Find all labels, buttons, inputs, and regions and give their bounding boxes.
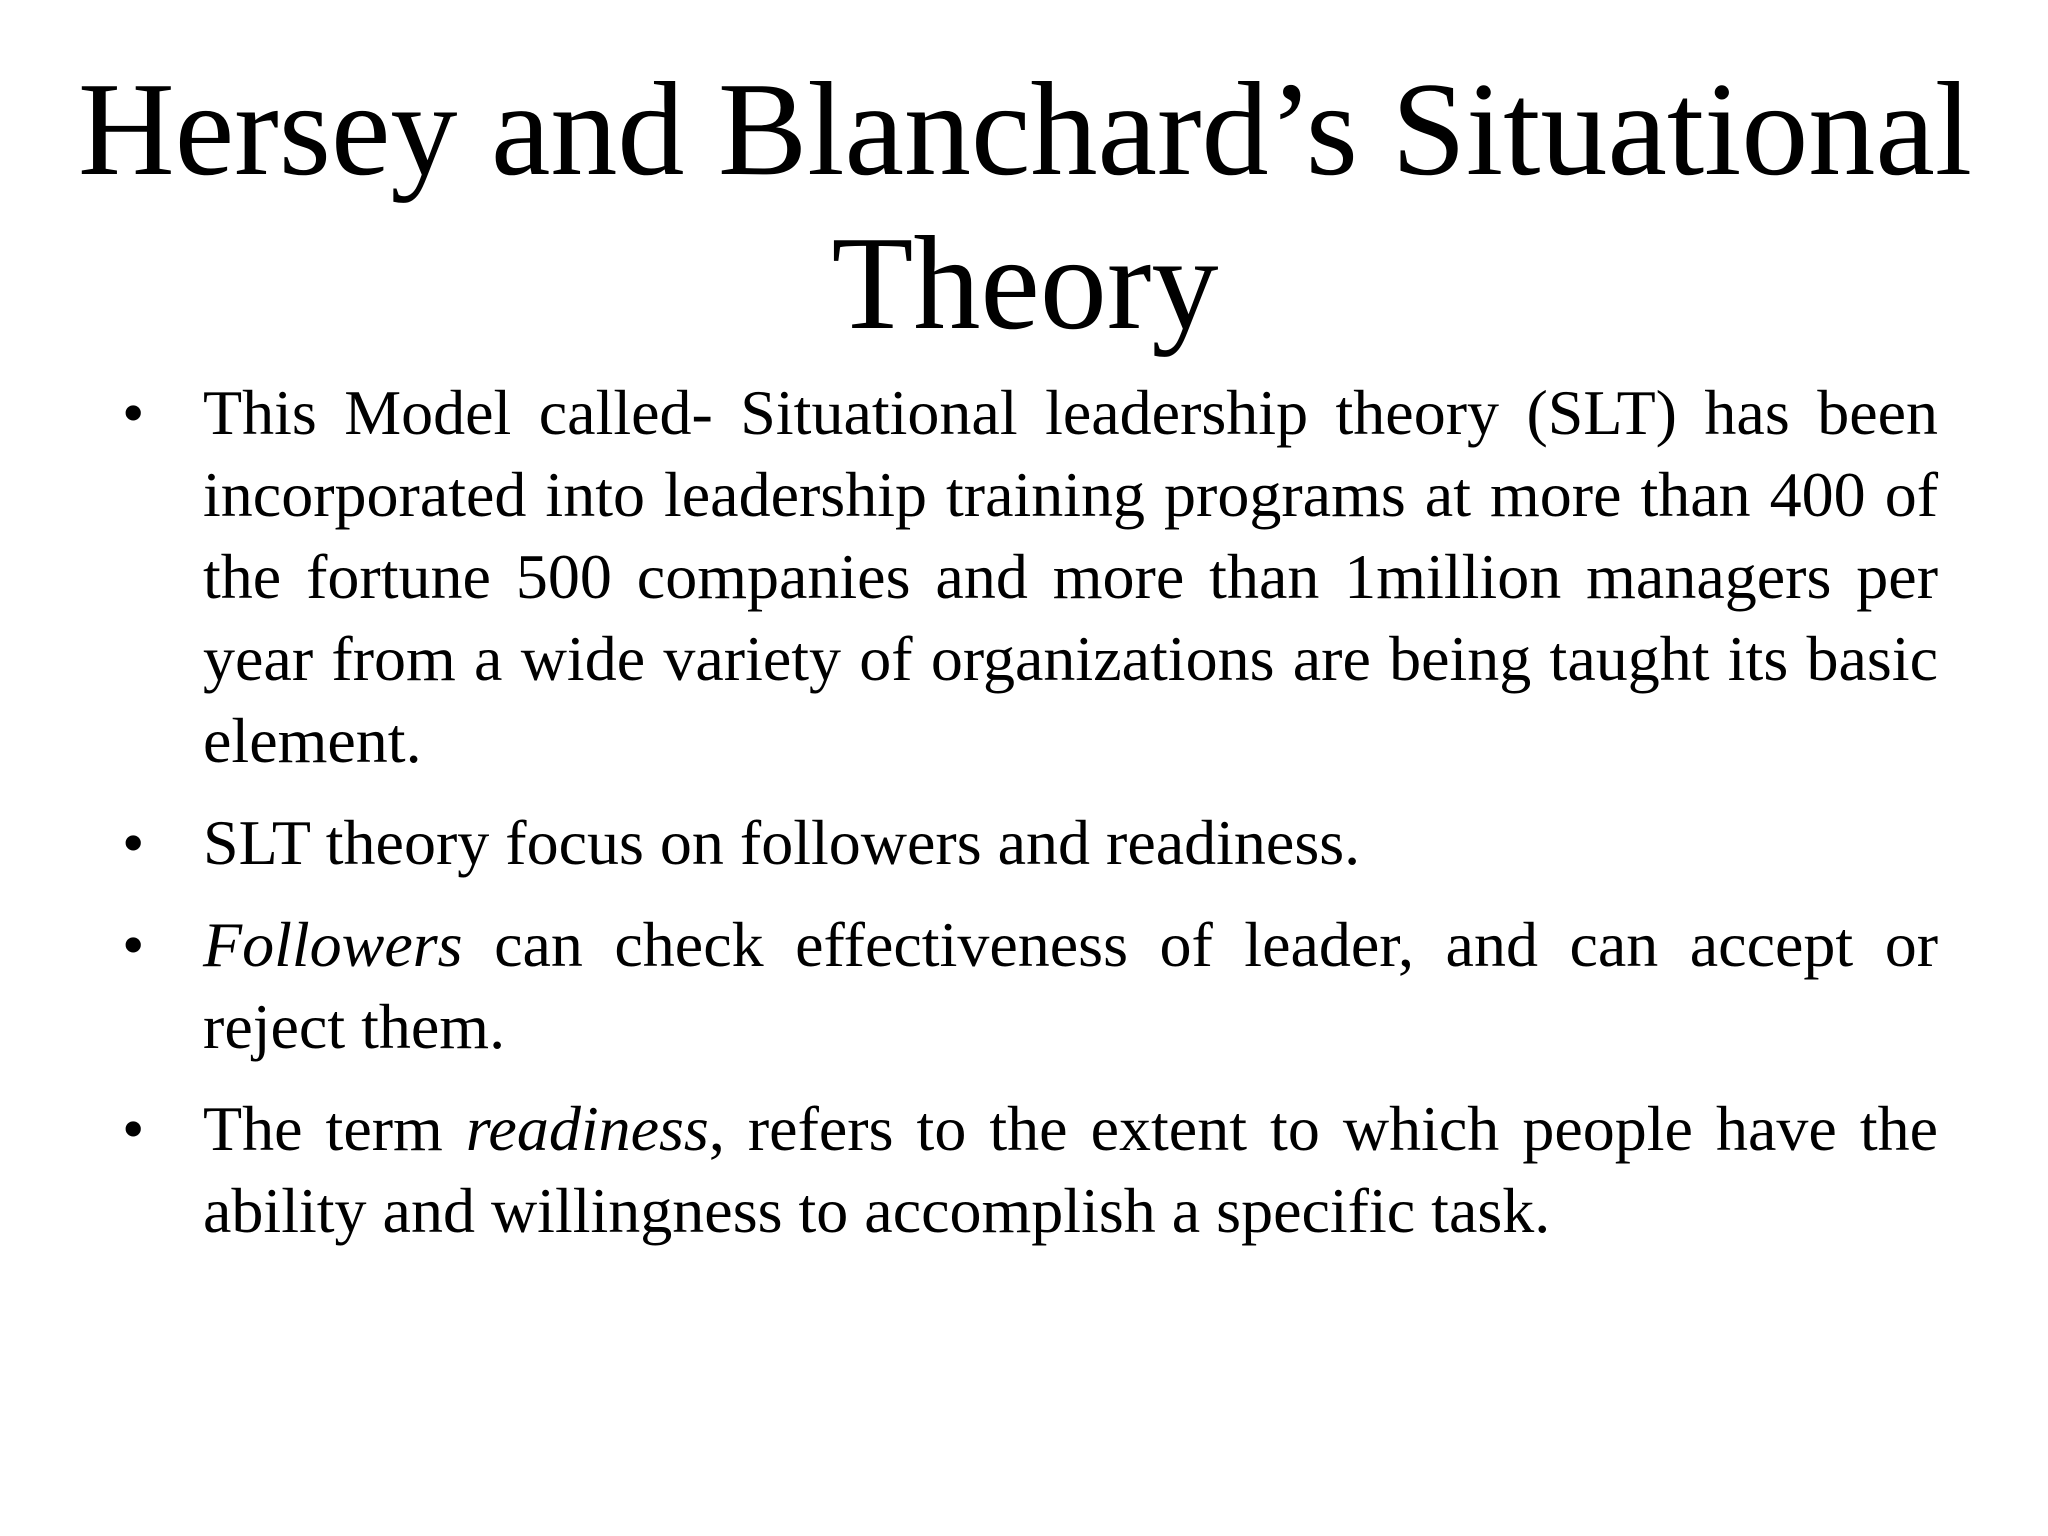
bullet-dot-icon: • (122, 807, 145, 878)
bullet-text: This Model called- Situational leadership theory (SLT) has been incorporated into leadership training programs at more than 400 of the fortune 500 companies and more than 1million managers per year from a wide variety of organizations are being taught its basic element. (203, 377, 1938, 776)
bullet-text (203, 909, 1938, 1062)
bullet-text-after: , refers to the extent to which people have the ability and willingness to accomplish a specific task. (203, 1093, 1939, 1246)
slide-title-line-1: Hersey and Blanchard’s Situational (77, 55, 1973, 203)
bullet-text (203, 1093, 1938, 1246)
bullet-dot-icon: • (122, 909, 145, 980)
bullet-list (120, 372, 1938, 1272)
bullet-dot-icon: • (122, 377, 145, 448)
bullet-text-before: The term (203, 1093, 466, 1164)
bullet-emphasis: readiness (465, 1093, 709, 1164)
bullet-text-rest: can check effectiveness of leader, and can accept or reject them. (203, 909, 1938, 1062)
slide-title (60, 52, 1990, 360)
bullet-emphasis: Followers (203, 909, 463, 980)
bullet-item-slt-programs (120, 372, 1938, 782)
slide-title-line-2: Theory (831, 209, 1219, 357)
bullet-text: SLT theory focus on followers and readiness. (203, 807, 1361, 878)
bullet-item-slt-focus (120, 802, 1938, 884)
bullet-item-followers (120, 904, 1938, 1068)
bullet-dot-icon: • (122, 1093, 145, 1164)
bullet-item-readiness (120, 1088, 1938, 1252)
